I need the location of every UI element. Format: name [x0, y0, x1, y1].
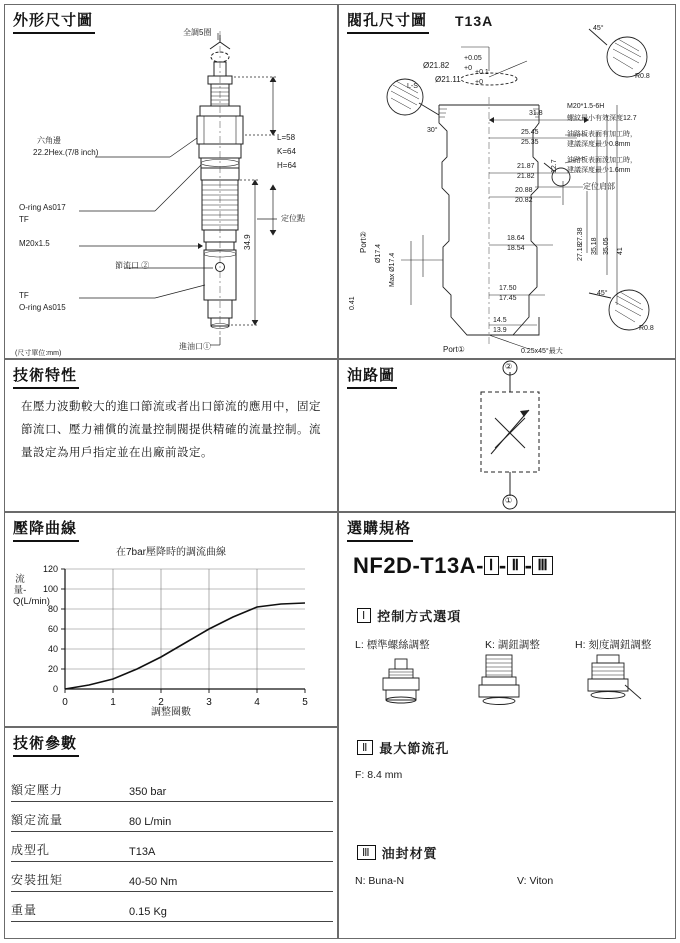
option-K-label: 調鈕調整	[497, 639, 540, 651]
panel-title-cavity: 閥孔尺寸圖	[347, 9, 429, 34]
dim-d2111: Ø21.11	[435, 75, 461, 84]
tech-body-text: 在壓力波動較大的進口節流或者出口節流的應用中，固定節流口、壓力補償的流量控制閥提供精確的流量控制。流量設定為用戶指定並在出廠前設定。	[21, 401, 321, 459]
option-F-label: 8.4 mm	[367, 769, 403, 781]
angle-30: 30°	[427, 127, 438, 134]
dim-145: 14.5	[493, 317, 507, 324]
label-note2-line2: 建議深度最少1.6mm	[567, 167, 631, 174]
panel-technical-parameters	[4, 727, 338, 939]
label-thread-depth-note: 螺紋最小有效深度12.7	[567, 115, 637, 122]
panel-title-tech: 技術特性	[13, 364, 79, 389]
svg-text:40: 40	[47, 644, 58, 654]
dim-041: 0.41	[349, 296, 356, 310]
label-throttle-port: 節流口 ②	[115, 261, 150, 270]
dim-34-9: 34.9	[243, 234, 252, 250]
label-note2-line1: 油路板表面泼加工時，	[567, 157, 637, 164]
part-dash-2: -	[524, 553, 533, 578]
panel-title-curve: 壓降曲線	[13, 517, 79, 542]
dim-139: 13.9	[493, 327, 507, 334]
label-inlet-port: 進油口①	[179, 342, 211, 351]
label-port1: Port①	[443, 345, 465, 354]
panel-ordering-options	[338, 512, 676, 939]
svg-text:100: 100	[42, 584, 58, 594]
option-H-label: 刻度調鈕調整	[588, 639, 652, 651]
panel-outline-dimensions	[4, 4, 338, 359]
part-dash-1: -	[498, 553, 507, 578]
panel-cavity-dimensions	[338, 4, 676, 359]
label-note1-line1: 油路板表面有加工時，	[567, 131, 637, 138]
dim-3518: 35.18	[591, 237, 598, 255]
dim-d2182: Ø21.82	[423, 61, 450, 70]
dim-d2111-tol-dn: +0	[475, 79, 483, 86]
option-K-code: K:	[485, 639, 495, 651]
section-3-heading	[357, 843, 438, 862]
svg-text:120: 120	[42, 564, 58, 574]
cavity-code: T13A	[455, 13, 494, 29]
label-oring-as017: O-ring As017	[19, 203, 66, 212]
dim-d2111-tol-up: +0.1	[475, 69, 489, 76]
circuit-port-top: ②	[505, 362, 513, 371]
dim-1864: 18.64	[507, 235, 525, 242]
option-V-label: Viton	[529, 875, 554, 887]
panel-flow-curve	[4, 512, 338, 727]
dim-2545: 25.45	[521, 129, 539, 136]
svg-text:20: 20	[47, 664, 58, 674]
param-key: 額定壓力	[11, 783, 64, 797]
label-hex-2: 22.2Hex.(7/8 inch)	[33, 148, 99, 157]
dim-d174: Ø17.4	[375, 243, 382, 263]
option-N-code: N:	[355, 875, 366, 887]
dim-d2182-tol-up: +0.05	[464, 55, 482, 62]
dim-318: 31.8	[529, 110, 543, 117]
circuit-port-bottom: ①	[505, 496, 513, 505]
svg-text:5: 5	[302, 697, 308, 708]
svg-text:4: 4	[254, 697, 260, 708]
dim-1750: 17.50	[499, 285, 517, 292]
dim-3505: 35.05	[603, 237, 610, 255]
label-tf-lower: TF	[19, 291, 29, 300]
option-F	[355, 769, 402, 781]
dim-max-174: Max Ø17.4	[389, 252, 396, 287]
section-1-roman: Ⅰ	[357, 608, 371, 623]
param-value: 0.15 Kg	[129, 906, 167, 918]
dim-127: 12.7	[551, 159, 558, 173]
dim-L: L=58	[277, 133, 296, 142]
table-row	[11, 772, 333, 802]
chart-xlabel: 調整圈數	[151, 707, 191, 718]
label-thread-m20: M20x1.5	[19, 239, 50, 248]
option-F-code: F:	[355, 769, 365, 781]
dim-H: H=64	[277, 161, 297, 170]
svg-text:2: 2	[158, 697, 164, 708]
dim-41: 41	[617, 247, 624, 255]
part-number-prefix: NF2D-T13A-	[353, 553, 484, 578]
panel-title-option: 選購規格	[347, 517, 413, 542]
radius-08-bottom: R0.8	[639, 325, 654, 332]
label-chamfer: 0.25x45°最大	[521, 348, 563, 355]
svg-text:0: 0	[52, 684, 58, 694]
panel-circuit-diagram	[338, 359, 676, 512]
svg-text:1: 1	[110, 697, 116, 708]
panel-title-params: 技術參數	[13, 732, 79, 757]
label-tf-upper: TF	[19, 215, 29, 224]
dim-2535: 25.35	[521, 139, 539, 146]
part-seg-3: Ⅲ	[532, 556, 553, 575]
radius-08-top: R0.8	[635, 73, 650, 80]
param-key: 額定流量	[11, 813, 64, 827]
dim-2182: 21.82	[517, 173, 535, 180]
angle-45-bottom: 45°	[597, 290, 608, 297]
dim-d2182-tol-dn: +0	[464, 65, 472, 72]
table-row	[11, 862, 333, 892]
label-locating-point: 定位點	[281, 214, 305, 223]
param-key: 成型孔	[11, 843, 51, 857]
param-value: 40-50 Nm	[129, 876, 178, 888]
label-ls: L-S	[407, 83, 418, 90]
dim-1745: 17.45	[499, 295, 517, 302]
chart-ylabel: 流量-Q(L/min)	[13, 574, 50, 607]
dim-2718: 27.18	[577, 243, 584, 261]
param-value: 80 L/min	[129, 816, 172, 828]
section-1-title: 控制方式選項	[377, 609, 462, 624]
param-value: T13A	[129, 846, 156, 858]
param-key: 安裝扭矩	[11, 873, 64, 887]
label-port2: Port②	[359, 231, 368, 253]
parameters-table	[11, 772, 333, 922]
dim-2082: 20.82	[515, 197, 533, 204]
dim-2088: 20.88	[515, 187, 533, 194]
option-L-label: 標準螺絲調整	[366, 639, 430, 651]
angle-45-top: 45°	[593, 25, 604, 32]
panel-technical-characteristics	[4, 359, 338, 512]
label-hex-1: 六角邊	[37, 136, 61, 145]
svg-text:80: 80	[47, 604, 58, 614]
part-seg-1: Ⅰ	[484, 556, 499, 575]
panel-title-outline: 外形尺寸圖	[13, 9, 95, 34]
option-N	[355, 875, 404, 887]
panel-title-circuit: 油路圖	[347, 364, 397, 389]
svg-text:0: 0	[62, 697, 68, 708]
dim-1854: 18.54	[507, 245, 525, 252]
section-2-heading	[357, 738, 449, 757]
label-note1-line2: 建議深度最少0.8mm	[567, 141, 631, 148]
svg-text:3: 3	[206, 697, 212, 708]
param-key: 重量	[11, 903, 38, 917]
chart-plot	[5, 513, 337, 726]
dim-K: K=64	[277, 147, 296, 156]
dim-2738: 27.38	[577, 227, 584, 245]
chart-title: 在7bar壓降時的調流曲線	[115, 547, 226, 558]
option-V	[517, 875, 553, 887]
section-3-title: 油封材質	[381, 846, 438, 861]
table-row	[11, 892, 333, 922]
label-shoulder: 定位肩部	[583, 182, 615, 191]
option-L-code: L:	[355, 639, 364, 651]
cavity-drawing	[339, 5, 675, 358]
label-oring-as015: O-ring As015	[19, 303, 66, 312]
part-seg-2: Ⅱ	[507, 556, 525, 575]
option-H-code: H:	[575, 639, 586, 651]
section-2-roman: Ⅱ	[357, 740, 373, 755]
param-value: 350 bar	[129, 786, 167, 798]
option-V-code: V:	[517, 875, 527, 887]
label-thread-spec: M20*1.5-6H	[567, 103, 605, 110]
circuit-drawing	[339, 360, 675, 511]
table-row	[11, 832, 333, 862]
svg-text:60: 60	[47, 624, 58, 634]
section-3-roman: Ⅲ	[357, 845, 376, 860]
section-2-title: 最大節流孔	[379, 741, 450, 756]
option-N-label: Buna-N	[368, 875, 405, 887]
dim-2187: 21.87	[517, 163, 535, 170]
label-unit-note: (尺寸單位:mm)	[15, 350, 62, 357]
label-adjust-turns: 全調5圈	[183, 28, 212, 37]
table-row	[11, 802, 333, 832]
